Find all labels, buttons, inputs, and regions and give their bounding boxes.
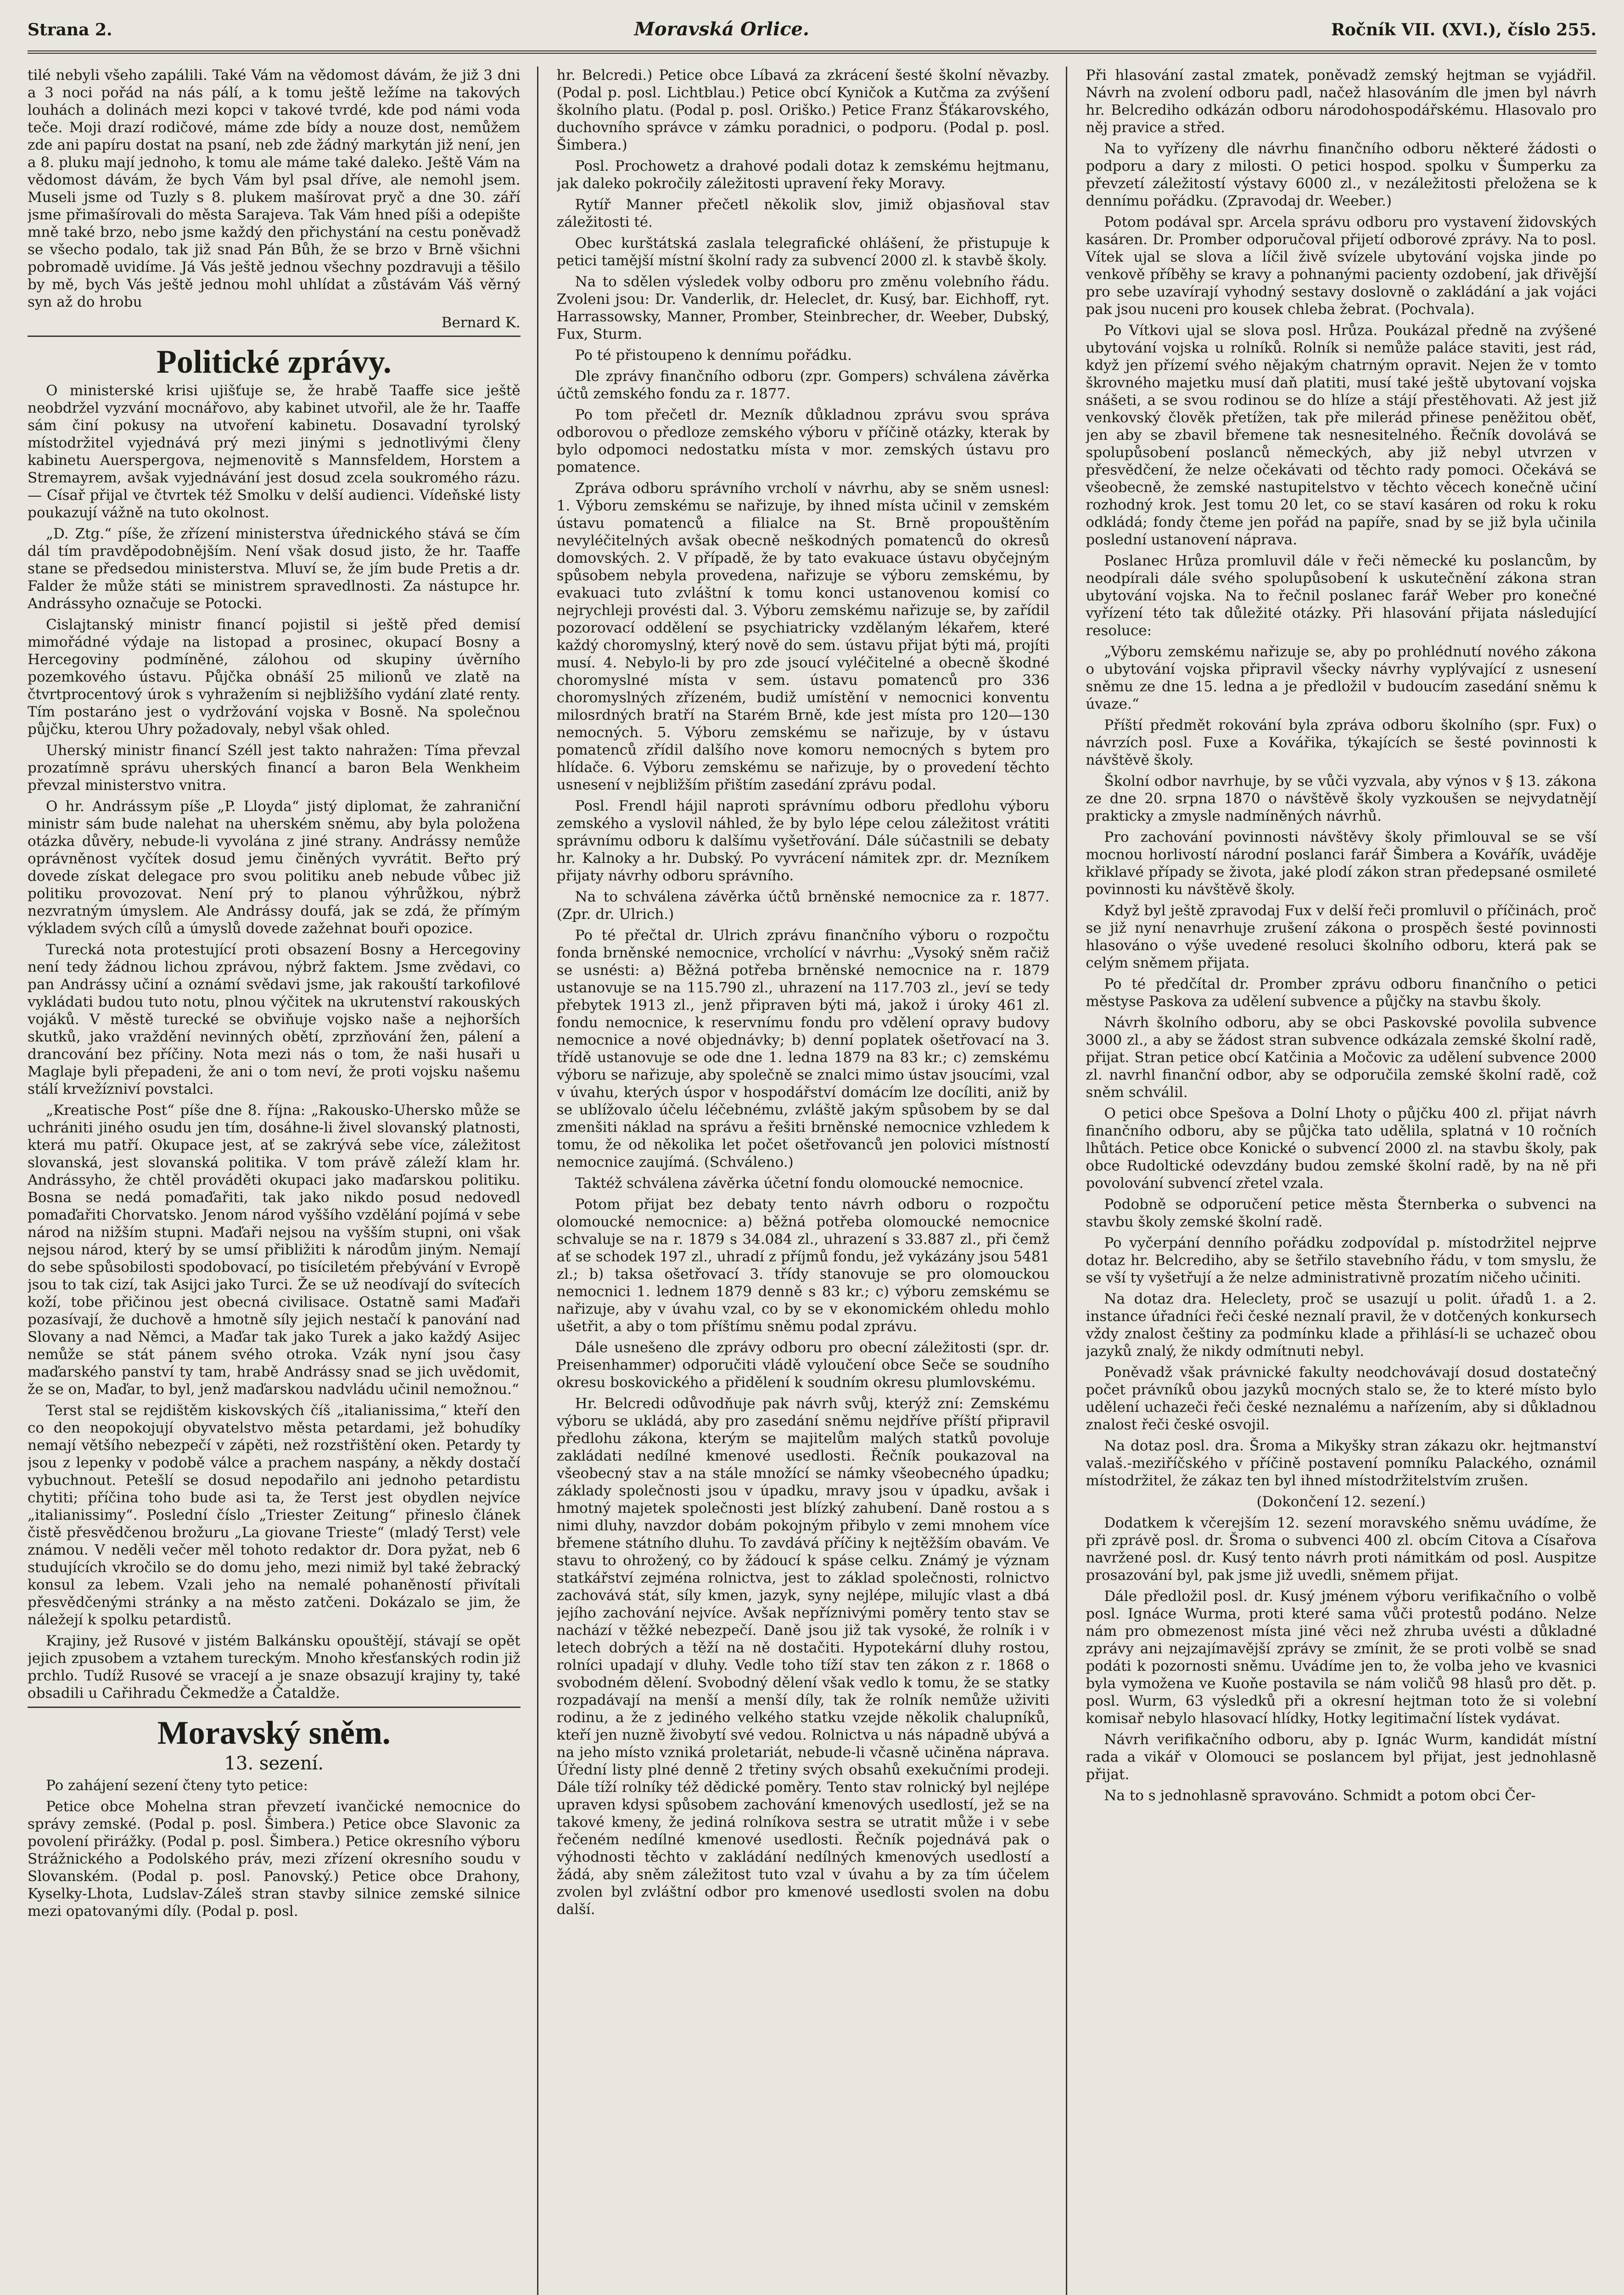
session-paragraph: Zpráva odboru správního vrcholí v návrhu, aby se sněm usnesl: 1. Výboru zemskému se nařizuje, by ihned místa učinil v zemském ústavu pomatenců a filialce na St. Brně propouštěním nevyléčitelných avšak obecně neškodných pomatenců do okresů domovských. 2. V případě, že by tato evakuace ústavu obyčejným spůsobem nebyla provedena, nařizuje se výboru zemskému, by evakuaci tuto zvláštní k tomu konci ustanovenou komisí co nejrychleji provésti dal. 3. Výboru zemskému nařizuje se, by zařídil pozorovací oddělení se psychiatricky vzdělaným lékařem, které každý choromyslný, který nově do sem. ústavu přijat býti má, projíti musí. 4. Nebylo-li by pro zde jsoucí vyléčitelné a obecně škodné choromyslné místa v sem. ústavu pomatenců pro 336 choromyslných zřízeném, budiž umístění v nemocnici konventu milosrdných bratří na Starém Brně, kde jest místa pro 120—130 nemocných. 5. Výboru zemskému se nařizuje, by v ústavu pomatenců zřídil dalšího nove komoru nemocných s bytem pro hlídače. 6. Výboru zemskému se nařizuje, by o provedení těchto usnesení v nejbližším přištím zasedání zprávu podal. bbox=[556, 480, 1050, 793]
section-title-snem: Moravský sněm. bbox=[157, 1714, 391, 1751]
letter-paragraph: tilé nebyli všeho zapálili. Také Vám na vědomost dávám, že již 3 dni a 3 noci pořád na nás pálí, a k tomu ještě ležíme na takových louhách a dolinách mezi kopci v takové tvrdé, kde pod námi voda teče. Moji drazí rodičové, máme zde bídy a nouze dost, nemůžem zde ani papíru dostat na psaní, neb zde žádný markytán již není, jen a 8. pluku mají jednoho, k tomu ale máme také daleko. Ještě Vám na vědomost dávám, že bych Vám byl psal dříve, ale nemohl jsem. Museli jsme od Tuzly s 8. plukem mašírovat pryč a dne 30. září jsme přimašírovali do města Sarajeva. Tak Vám hned píši a odepište mně také brzo, nebo jsme každý den přichystání na cestu poněvadž se všecho podalo, tak již snad Pán Bůh, že se brzo v Brně všichni pobromadě uvidíme. Já Vás ještě jednou všechny pozdravuji a těšilo by mě, bych Vás ještě jednou mohl uhlídat a zůstávám Váš věrný syn až do hrobu bbox=[28, 67, 521, 310]
session-paragraph: Potom přijat bez debaty tento návrh odboru o rozpočtu olomoucké nemocnice: a) běžná potřeba olomoucké nemocnice schvaluje se na r. 1879 s 34.084 zl., uhrazení s 33.887 zl., při čemž ať se schodek 197 zl., uhradí z příjmů fondu, jež vykázány jsou 5481 zl.; b) taksa ošetřovací 3. třídy stanovuje se pro olomouckou nemocnici 1. lednem 1879 denně s 83 kr.; c) výboru zemskému se nařizuje, aby v úvahu vzal, co by se v ekonomickém ohledu mohlo ušetřit, a aby o tom příštímu sněmu podal zprávu. bbox=[556, 1196, 1050, 1335]
session-paragraph: Po té přečtal dr. Ulrich zprávu finančního výboru o rozpočtu fonda brněnské nemocnice, vrcholící v návrhu: „Vysoký sněm račiž se usnésti: a) Běžná potřeba brněnské nemocnice na r. 1879 ustanovuje se na 115.790 zl., uhrazení na 117.703 zl., jeví se tedy přebytek 1913 zl., jenž připraven býti má, jakož i úroky 461 zl. fondu nemocnice, k reservnímu fondu pro vdělení opravy budovy nemocnice a nové objednávky; b) denní poplatek ošetřovací na 3. třídě ustanovuje se ode dne 1. ledna 1879 na 83 kr.; c) zemskému výboru se nařizuje, aby společně se znalci mimo ústav jsoucími, vzal v úvahu, kterých úspor v hospodářství domácím lze docíliti, aniž by se ublížovalo účelu léčebnému, zvláště jakým spůsobem by se dal zmenšiti náklad na správu a řešiti brněnské nemocnice vzhledem k tomu, že od několika let počet ošetřovanců jen polovici místností nemocnice zaujímá. (Schváleno.) bbox=[556, 927, 1050, 1170]
session-paragraph: Na dotaz posl. dra. Šroma a Mikyšky stran zákazu okr. hejtmanství valaš.-meziříčského v příčině postavení pomníku Palackého, oznámil místodržitel, že zákaz ten byl ihned místodržitelstvím zrušen. bbox=[1086, 1438, 1596, 1489]
session-paragraph: Taktéž schválena závěrka účetní fondu olomoucké nemocnice. bbox=[575, 1175, 1024, 1192]
session-paragraph: Pro zachování povinnosti návštěvy školy přimlouval se se vší mocnou horlivostí národní poslanci farář Šimbera a Kovářík, uváděje křiklavé případy se života, jaké plodí zákon stran předepsané osmileté povinnosti ku návštěvě školy. bbox=[1086, 829, 1596, 898]
issue-info: Ročník VII. (XVI.), číslo 255. bbox=[1331, 20, 1596, 39]
columns bbox=[28, 67, 1596, 2295]
session-paragraph: Po té přistoupeno k dennímu pořádku. bbox=[575, 347, 852, 364]
politics-paragraph: „Kreatische Post“ píše dne 8. října: „Rakousko-Uhersko může se uchrániti jiného osudu jen tím, dosáhne-li živel slovanský platnosti, která mu patří. Okupace jest, ať se zakrývá sebe více, záležitost slovanská, jest slovanská politika. V tom právě záleží klam hr. Andrássyho, že chtěl prováděti okupaci jako maďarskou politiku. Bosna se nedá pomaďařiti, tak jako nikdo posud nedovedl pomaďařiti Chorvatsko. Jenom národ vyššího vzdělání pojímá v sebe národ na nižším stupni. Maďaři nejsou na vyšším stupni, oni však nejsou národ, který by se umsí přibližiti k národům jiným. Nemají do sebe spůsobilosti spodobovací, po tisíciletém přebývání v Evropě jsou to tak cizí, tak Asijci jako Turci. Že se už neodívají do svítecích koží, tobe přičinou jest obecná civilisace. Ostatně sami Maďaři pozasívají, že duchově a hmotně síly jejich nestačí k panování nad Slovany a nad Němci, a Maďar tak jako Turek a jako každý Asijec nemůže se stát pánem svého otroka. Vzák nyní jsou časy maďarského panství ty tam, hrabě Andrássy snad se jich uvědomit, že se on, Maďar, to byl, jenž maďarskou nadvládu učinil nemožnou.“ bbox=[28, 1102, 521, 1398]
session-paragraph: O petici obce Spešova a Dolní Lhoty o půjčku 400 zl. přijat návrh finančního odboru, aby se půjčka tato udělila, splatná v 10 ročních lhůtách. Petice obce Konické o subvencí 2000 zl. na stavbu školy, pak obce Rudoltické odevzdány budou zemské školní radě, by na ně při povolování subvencí zřetel vzala. bbox=[1086, 1105, 1596, 1192]
session-number: 13. sezení. bbox=[224, 1753, 324, 1774]
session-paragraph: hr. Belcredi.) Petice obce Líbavá za zkrácení šesté školní něvazby. (Podal p. posl. Lichtblau.) Petice obcí Kyničok a Kutčma za zvýšení školního platu. (Podal p. posl. Oriško.) Petice Franz Šťákarovského, duchovního správce v zámku poradnici, o podporu. (Podal p. posl. Šimbera.) bbox=[556, 67, 1050, 153]
column-1 bbox=[28, 67, 538, 2295]
session-paragraph: Obec kurštátská zaslala telegrafické ohlášení, že přistupuje k petici tamější místní školní rady za subvencí 2000 zl. k stavbě školy. bbox=[556, 235, 1050, 269]
session-paragraph: Na to s jednohlasně spravováno. Schmidt a potom obci Čer- bbox=[1104, 1787, 1536, 1804]
session-paragraph: Poněvadž však právnické fakulty neodchovávají dosud dostatečný počet právníků obou jazyků mocných stalo se, že to které místo bylo udělení uchazeči řeči české neznalému a nařízením, aby si důkladnou znalost řeči české osvojil. bbox=[1086, 1364, 1596, 1433]
session-paragraph: Návrh verifikačního odboru, aby p. Ignác Wurm, kandidát místní rada a vikář v Olomouci se poslancem byl přijat, jest jednohlasně přijat. bbox=[1086, 1731, 1596, 1783]
session-paragraph: Podobně se odporučení petice města Šternberka o subvenci na stavbu školy zemské školní radě. bbox=[1086, 1196, 1596, 1230]
newspaper-title: Moravská Orlice. bbox=[634, 18, 809, 40]
session-paragraph: Při hlasování zastal zmatek, poněvadž zemský hejtman se vyjádřil. Návrh na zvolení odboru padl, načež hlasováním dle jmen byl návrh hr. Belcrediho odkázán odboru národohospodářskému. Hlasovalo pro něj pravice a střed. bbox=[1086, 67, 1596, 136]
session-paragraph: Rytíř Manner přečetl několik slov, jimiž objasňoval stav záležitosti té. bbox=[556, 196, 1050, 230]
politics-paragraph: O ministerské krisi ujišťuje se, že hrabě Taaffe sice ještě neobdržel vyzvání mocnářovo, aby kabinet utvořil, ale že hr. Taaffe sám činí pokusy na utvoření kabinetu. Dosavadní tyrolský místodržitel vyjednává prý mezi jinými s jednotlivými členy kabinetu Auerspergova, nejmenovitě s Mannsfeldem, Horstem a Stremayrem, avšak vyjednávání jest dosud zcela soukromého rázu. — Císař přijal ve čtvrtek též Smolku v delší audienci. Vídeňské listy poukazují vážně na tuto okolnost. bbox=[28, 382, 521, 521]
session-paragraph: Návrh školního odboru, aby se obci Paskovské povolila subvence 3000 zl., a aby se žádost stran subvence odkázala zemské školní radě, přijat. Stran petice obcí Katčinia a Močovic za udělení subvence 2000 zl. navrhl finanční odbor, aby se odporučila zemské školní radě, což sněm schválil. bbox=[1086, 1014, 1596, 1101]
session-paragraph: Poslanec Hrůza promluvil dále v řeči německé ku poslancům, by neodpírali dále svého spolupůsobení k uskutečnění zákona stran ubytování vojska. Na to řečnil poslanec farář Weber pro konečné vyřízení této tak důležité otázky. Při hlasování přijata následující resoluce: bbox=[1086, 553, 1596, 639]
session-paragraph: Potom podával spr. Arcela správu odboru pro vystavení židovských kasáren. Dr. Promber odporučoval přijetí odborové zprávy. Na to posl. Vítek ujal se slova a líčil živě svízele ubytování vojska jinde po venkově příběhy se kravy a pohnanými pacienty ozdobení, jak dřivější pro sebe uzavírají vyhodný sestavy doslovně o zakládání a jak vojáci pak jsou nuceni pro kousek chleba žebrat. (Pochvala). bbox=[1086, 214, 1596, 318]
session-paragraph: Školní odbor navrhuje, by se vůči vyzvala, aby výnos v § 13. zákona ze dne 20. srpna 1870 o návštěvě školy vyzkoušen se nejvydatnějí prakticky a zmysle nadmíněných návrhů. bbox=[1086, 773, 1596, 824]
session-paragraph: Na to schválena závěrka účtů brněnské nemocnice za r. 1877. (Zpr. dr. Ulrich.) bbox=[556, 889, 1050, 923]
session-intro: Po zahájení sezení čteny tyto petice: bbox=[46, 1777, 308, 1794]
divider bbox=[28, 1707, 521, 1708]
politics-paragraph: „D. Ztg.“ píše, že zřízení ministerstva úřednického stává se čím dál tím pravděpodobnějším. Není však dosud jisto, že hr. Taaffe stane se předsedou ministerstva. Mluví se, že jím bude Pretis a dr. Falder že může státi se ministrem spravedlnosti. Za nástupce hr. Andrássyho označuje se Potocki. bbox=[28, 526, 521, 612]
session-paragraph: Posl. Frendl hájil naproti správnímu odboru předlohu výboru zemského a vyslovil náhled, že by bylo lépe celou záležitost vrátiti správnímu odboru k dalšímu vyšetřování. Dále súčastnili se debaty hr. Kalnoky a hr. Dubský. Po vyvrácení námitek zpr. dr. Mezníkem přijaty návrhy odboru správního. bbox=[556, 798, 1050, 884]
session-paragraph: Petice obce Mohelna stran převzetí ivančické nemocnice do správy zemské. (Podal p. posl. Šimbera.) Petice obce Slavonic za povolení přirážky. (Podal p. posl. Šimbera.) Petice okresního výboru Strážnického a Podolského práv, mezi zřízení okresního soudu v Slovanském. (Podal p. posl. Panovský.) Petice obce Drahony, Kyselky-Lhota, Ludslav-Záleš stran stavby silnice zemské silnice mezi opatovanými díly. (Podal p. posl. bbox=[28, 1798, 521, 1920]
column-3 bbox=[1086, 67, 1596, 2295]
session-paragraph: Dodatkem k včerejším 12. sezení moravského sněmu uvádíme, že při zprávě posl. dr. Šroma o subvenci 400 zl. obcím Citova a Císařova navržené posl. dr. Kusý tento návrh proti námitkám od posl. Auspitze prosazování byl, pak jsme již uvedli, sněmem přijat. bbox=[1086, 1515, 1596, 1584]
session-paragraph: Na dotaz dra. Heleclety, proč se usazují u polit. úřadů 1. a 2. instance úřadníci řeči české neznalí pravil, že v dotčených konkursech vždy znalost češtiny za podmínku klade a přihlásí-li se uchazeč obou jazyků znalý, že nikdy odmítnuti nebyl. bbox=[1086, 1291, 1596, 1360]
section-note: (Dokončení 12. sezení.) bbox=[1256, 1494, 1426, 1510]
session-paragraph: Po té předčítal dr. Promber zprávu odboru finančního o petici městyse Paskova za udělení subvence a půjčky na stavbu školy. bbox=[1086, 976, 1596, 1010]
column-2 bbox=[557, 67, 1068, 2295]
politics-paragraph: Krajiny, jež Rusové v jistém Balkánsku opouštějí, stávají se opět jejich zpusobem a vztahem tureckým. Mnoho křesťanských rodin již prchlo. Tudíž Rusové se vracejí a je snaze obsazují krajiny ty, také obsadili u Cařihradu Čekmedže a Čataldže. bbox=[28, 1633, 521, 1702]
session-paragraph: Po Vítkovi ujal se slova posl. Hrůza. Poukázal předně na zvýšené ubytování vojska u rolníků. Rolník si nemůže paláce staviti, jest rád, když jen přízemí svého nějakým chatrným opravit. Nejen že v tomto škrovného majetku musí daň platiti, musí také ještě ubytovaní vojska snášeti, a se svou rodinou se do hlíze a stájí přestěhovati. Až jest již venkovský člověk přetížen, tak pře milerád přinese peněžitou oběť, jen aby se zbavil břemene tak nesnesitelného. Řečník dovolává se spolupůsobení poslanců německých, aby již nebyl utvrzen v přesvědčení, že nelze očekávati od těchto rady pomoci. Očekává se všeobecně, že zemské nastupitelstvo v těchto věcech konečně učiní rozhodný krok. Jest tomu 20 let, co se staví kasáren od roku k roku odkládá; fondy čteme jen pořád na papíře, snad by se již byla učinila poslední ustanovení náprava. bbox=[1086, 322, 1596, 548]
session-paragraph: Na to sdělen výsledek volby odboru pro změnu volebního řádu. Zvoleni jsou: Dr. Vanderlik, dr. Heleclet, dr. Kusý, bar. Eichhoff, ryt. Harrassowsky, Manner, Promber, Steinbrecher, dr. Weeber, Dubský, Fux, Sturm. bbox=[556, 274, 1050, 342]
section-title-politics: Politické zprávy. bbox=[156, 343, 392, 380]
session-paragraph: Dále usnešeno dle zprávy odboru pro obecní záležitosti (spr. dr. Preisenhammer) odporučiti vládě vyloučení obce Seče se soudního okresu boskovického a přidělení k soudním okresu plumlovskému. bbox=[556, 1339, 1050, 1391]
page-number: Strana 2. bbox=[28, 20, 112, 39]
session-paragraph: Příští předmět rokování byla zpráva odboru školního (spr. Fux) o návrzích posl. Fuxe a Kovářika, týkajících se šesté povinnosti k návštěvě školy. bbox=[1086, 717, 1596, 768]
letter-signature: Bernard K. bbox=[441, 314, 521, 331]
politics-paragraph: O hr. Andrássym píše „P. Lloyda“ jistý diplomat, že zahraniční ministr sám bude nalehat na uherském sněmu, aby byla položena otázka důvěry, nebude-li vyvolána z jiné strany. Andrássy nemůže oprávněnost vyčítek dosud jemu činěných vyvrátit. Beřto prý dovede získat delegace pro svou politiku aneb nebude vůbec již politiku provozovat. Není prý to planou výhrůžkou, nýbrž nezvratným úmyslem. Ale Andrássy doufá, jak se zdá, že přímým výkladem svých cílů a úmyslů dovede zažehnat bouři opozice. bbox=[28, 798, 521, 937]
session-paragraph: Po vyčerpání denního pořádku zodpovídal p. místodržitel nejprve dotaz hr. Belcrediho, aby se šetřilo stavebního řádu, v tom smyslu, že se vší ty vyšetřují a že nelze administrativně prozatím ničeho učiniti. bbox=[1086, 1235, 1596, 1286]
session-paragraph: „Výboru zemskému nařizuje se, aby po prohlédnutí nového zákona o ubytování vojska připravil všecky návrhy vyplývající z usnesení sněmu ze dne 15. ledna a je předložil v budoucím zasedání sněmu k úvaze.“ bbox=[1086, 644, 1596, 712]
politics-paragraph: Terst stal se rejdištěm kiskovských číš „italianissima,“ kteří den co den neopokojují obyvatelstvo města petardami, jež bohudíky nemají většího nebezpečí v zápěti, než rozstřištění oken. Petardy ty jsou z lepenky v podobě válce a prachem naspány, a někdy dostačí vybuchnout. Petešlí se dosud nepodařilo ani jednoho petardistu chytiti; příčina toho bude asi ta, že Terst jest obydlen nejvíce „italianissimy“. Poslední číslo „Triester Zeitung“ přineslo článek čistě přesvědčenou brožuru „La giovane Trieste“ (mladý Terst) vele známou. V neděli večer měl tohoto redaktor dr. Dora pyžat, neb 6 studujících vkročilo se do domu jeho, mezi nimiž byl také žebracký konsul za lebem. Vzali jeho na nemalé pohaněností přivítali přesvědčenými stránky a na město zatčeni. Dokázalo se jim, že náležejí k spolku petardistů. bbox=[28, 1402, 521, 1628]
politics-paragraph: Cislajtanský ministr financí pojistil si ještě před demisí mimořádné výdaje na listopad a prosinec, okupací Bosny a Hercegoviny podmíněné, zálohou od skupiny úvěrního pozemkového ústavu. Půjčka obnáší 25 milionů ve zlatě na čtvrtprocentový úrok s vyhražením si nejbližšího vydání zlaté renty. Tím postaráno jest o vydržování vojska v Bosně. Na společnou půjčku, kterou Uhry požadovaly, nebyl však ohled. bbox=[28, 616, 521, 738]
session-paragraph: Když byl ještě zpravodaj Fux v delší řeči promluvil o příčinách, proč se již nyní nenavrhuje zrušení zákona o prospěch šesté povinnosti hlasováno o výše uvedené resoluci školního odboru, která pak se celým sněmem přijata. bbox=[1086, 902, 1596, 971]
session-paragraph: Posl. Prochowetz a drahové podali dotaz k zemskému hejtmanu, jak daleko pokročily záležitosti upravení řeky Moravy. bbox=[556, 158, 1050, 192]
page-header bbox=[28, 18, 1596, 54]
session-paragraph: Po tom přečetl dr. Mezník důkladnou zprávu svou správa odborovou o předloze zemského výboru v příčině otázky, kterak by bylo odpomoci nedostatku místa v mor. zemských ústavu pro pomatence. bbox=[556, 407, 1050, 476]
session-paragraph: Dále předložil posl. dr. Kusý jménem výboru verifikačního o volbě posl. Ignáce Wurma, proti které sama vůči protestů podáno. Nelze nám pro obmezenost místa jiné věci než zhruba uvésti a důkladné zprávy ani nejzajímavější zprávy se zmínit, že se proti volbě se snad podáti k pozornosti sněmu. Uvádíme jen to, že volba jeho ve kvasnici byla vymožena ve Kuoňe postavila se nám voličů 98 hlasů pro dět. p. posl. Wurm, 63 výsledků při a okresní hejtman toto že si volební komisař nebylo hlasovací hlídky, Hotky legitimační lístek vydávat. bbox=[1086, 1588, 1596, 1727]
session-paragraph: Na to vyřízeny dle návrhu finančního odboru některé žádosti o podporu a dary z milosti. O petici hospod. spolku v Šumperku za převzetí záležitostí výstavy 6000 zl., v nezáležitosti přeložena se k dennímu pořádku. (Zpravodaj dr. Weeber.) bbox=[1086, 140, 1596, 209]
divider bbox=[28, 336, 521, 337]
politics-paragraph: Turecká nota protestující proti obsazení Bosny a Hercegoviny není tedy žádnou lichou zprávou, nýbrž faktem. Jsme zvědavi, co pan Andrássy učiní a oznámí svědavi jsme, jak rakouští tarkofilové vykládati budou tuto notu, plnou výčitek na ukrutenství rakouských vojáků. V městě turecké se obviňuje vojsko naše a nejhorších skutků, jako vraždění nevinných obětí, zprzňování žen, pálení a drancování bez příčiny. Nota mezi nás o tom, že naši husaři u Maglaje byli přepadeni, že ani o tom neví, že proti vojsku našemu stálí krvežízniví povstalci. bbox=[28, 941, 521, 1097]
session-paragraph: Dle zprávy finančního odboru (zpr. Gompers) schválena závěrka účtů zemského fondu za r. 1877. bbox=[556, 368, 1050, 402]
politics-paragraph: Uherský ministr financí Széll jest takto nahražen: Tíma převzal prozatímně správu uherských financí a baron Bela Wenkheim převzal ministerstvo vnitra. bbox=[28, 742, 521, 794]
session-paragraph: Hr. Belcredi odůvodňuje pak návrh svůj, kterýž zní: Zemskému výboru se ukládá, aby pro zasedání sněmu nejdříve příští připravil předlohu zákona, kterým se majitelům malých statků povoluje zakládati nedílné kmenové usedlosti. Řečník poukazoval na všeobecný stav a na stále množící se námky všeobecného úpadku; základy společnosti jsou v úpadku, mravy jsou v úpadku, avšak i hmotný majetek společnosti jest blízký zahubení. Daně rostou a s nimi dluhy, navzdor dobám pokojným přibylo v zemi mnohem více břemene státního dluhu. To zavdává příčiny k nejtěžším obavám. Ve stavu to ohrožený, co by žádoucí k spáse celku. Známý je význam statkářství zejména rolnictva, jest to základ společnosti, rolnictvo zachovává stát, síly kmen, jazyk, syny nejlépe, milujíc vlast a dbá jejího zachování nejvíce. Avšak nepříznivými poměry tento stav se nachází v těžké nebezpečí. Daně jsou již tak vysoké, že rolník i v letech dobrých a těží na ně dostačiti. Hypotekární dluhy rostou, rolníci upadají v dluhy. Vedle toho tíží stav ten zákon z r. 1868 o svobodném dělení. Svobodný dělení však vedlo k tomu, že se statky rozpadávají na menší a menší díly, tak že rolník nemůže uživiti rodinu, a že z jediného velkého statku vzejde několik chalupníků, kteří jen nuzně živobytí své vedou. Rolnictva u nás nápadně ubývá a na jeho místo vzniká proletariát, nebude-li včasně učiněna náprava. Úřední listy plné denně 2 třetiny svých obsahů exekučními prodeji. Dále tíží rolníky též dědické poměry. Tento stav rolnický byl nejlépe upraven kdysi spůsobem zachování kmenových usedlostí, jež se na takové kmeny, že jediná rolníkova sestra se utratit může i v sebe řečeném nedílné kmenové usedlosti. Řečník pojednává pak o výhodnosti těchto v zakládání nedílných kmenových usedlostí a žádá, aby sněm záležitost tuto vzal v úvahu a by za tím účelem zvolen byl zvláštní odbor pro kmenové usedlosti svolen na dobu další. bbox=[556, 1395, 1050, 1918]
